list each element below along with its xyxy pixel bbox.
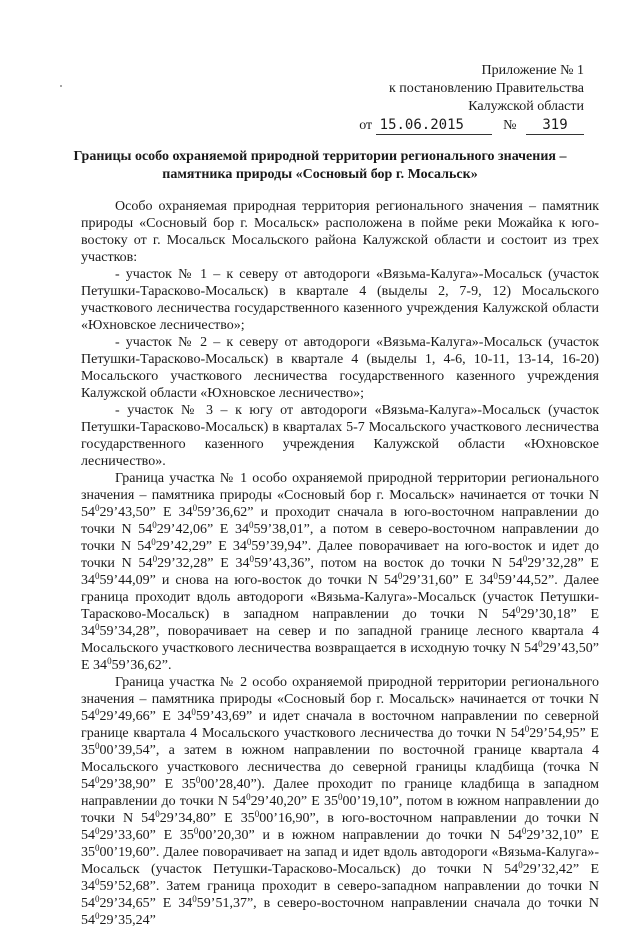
- degree-superscript: 0: [95, 911, 100, 921]
- degree-superscript: 0: [515, 605, 521, 615]
- body-paragraph: Граница участка № 2 особо охраняемой природной территории регионального значения – памятника природы «Сосновый бор г. Мосальск» начинается от точки N $54^029’49,66$” E $34^059’43,69$” и идет сначала в восточном направлении по северной границе квартала 4 Мосальского участкового лесничества до точки N $54^029’54,95$” E $35^000’39,54$”, а затем в южном направлении по восточной границе квартала 4 Мосальского участкового лесничества до северной границы кладбища (точка N $54^029’38,90$” E $35^000’28,40$”). Далее проходит по границе кладбища в западном направлении до точки N $54^029’40,20$” E $35^000’19,10$”, потом в южном направлении до точки N $54^029’34,80$” E $35^000’16,90$”, в юго-восточном направлении до точки N $54^029’33,60$” E $35^000’20,30$” и в южном направлении до точки N $54^029’32,10$” E $35^000’19,60$”. Далее поворачивает на запад и идет вдоль автодороги «Вязьма-Калуга»-Мосальск (участок Петушки-Тарасково-Мосальск) до точки N $54^029’32,42$” E $34^059’52,68$”. Затем граница проходит в северо-западном направлении до точки N $54^029’34,65$” E $34^059’51,37$”, в северо-восточном направлении сначала до точки N $54^029’35,24$”: [81, 675, 599, 928]
- degree-superscript: 0: [192, 503, 198, 513]
- title-line-2: памятника природы «Сосновый бор г. Мосальск»: [162, 167, 478, 182]
- degree-superscript: 0: [151, 537, 156, 547]
- degree-superscript: 0: [95, 877, 100, 887]
- degree-superscript: 0: [493, 571, 498, 581]
- degree-superscript: 0: [95, 707, 100, 717]
- appendix-header: [359, 62, 584, 135]
- degree-superscript: 0: [518, 860, 523, 870]
- title-line-1: Границы особо охраняемой природной территории регионального значения –: [73, 149, 567, 164]
- degree-superscript: 0: [191, 707, 196, 717]
- body-paragraph: Граница участка № 1 особо охраняемой природной территории регионального значения – памятника природы «Сосновый бор г. Мосальск» начинается от точки N $54^029’43,50$” E $34^059’36,62$” и проходит сначала в юго-восточном направлении до точки N $54^029’42,06$” E $34^059’38,01$”, а потом в северо-восточном направлении до точки N $54^029’42,29$” E $34^059’39,94$”. Далее поворачивает на юго-восток и идет до точки N $54^029’32,28$” E $34^059’43,36$”, потом на восток до точки N $54^029’32,28$” E $34^059’44,09$” и снова на юго-восток до точки N $54^029’31,60$” E $34^059’44,52$”. Далее граница проходит вдоль автодороги «Вязьма-Калуга»-Мосальск (участок Петушки-Тарасково-Мосальск) в западном направлении до точки N $54^029’30,18$” E $34^059’34,28$”, поворачивает на север и по западной границе лесного квартала 4 Мосальского участкового лесничества возвращается в исходную точку N $54^029’43,50$” E $34^059’36,62$”.: [81, 471, 600, 673]
- degree-superscript: 0: [397, 571, 403, 581]
- site-list-item: - участок № 1 – к северу от автодороги «Вязьма-Калуга»-Мосальск (участок Петушки-Тарасково-Мосальск) в квартале 4 (выделы 2, 7-9, 12) Мосальского участкового лесничества государственного казенного учреждения Калужской области «Юхновское лесничество»;: [81, 267, 599, 333]
- degree-superscript: 0: [95, 503, 100, 513]
- degree-superscript: 0: [152, 554, 158, 564]
- degree-superscript: 0: [192, 894, 197, 904]
- degree-superscript: 0: [95, 775, 100, 785]
- degree-superscript: 0: [248, 520, 254, 530]
- document-title: [60, 148, 580, 184]
- site-list-item: - участок № 3 – к югу от автодороги «Вязьма-Калуга»-Мосальск (участок Петушки-Тарасково-Мосальск) в кварталах 5-7 Мосальского участкового лесничества государственного казенного учреждения Калужской области «Юхновское лесничество».: [81, 403, 599, 469]
- appendix-region: Калужской области: [468, 99, 584, 114]
- degree-superscript: 0: [95, 622, 100, 632]
- degree-superscript: 0: [254, 809, 260, 819]
- degree-superscript: 0: [95, 843, 100, 853]
- degree-superscript: 0: [246, 792, 251, 802]
- scan-speck: [60, 85, 62, 87]
- document-body: [81, 198, 599, 929]
- body-paragraph: Особо охраняемая природная территория регионального значения – памятник природы «Сосновый бор г. Мосальск» расположена в пойме реки Можайка к юго-востоку от г. Мосальск Мосальского района Калужской области и состоит из трех участков:: [81, 199, 599, 265]
- resolution-number: 319: [526, 116, 584, 135]
- degree-superscript: 0: [95, 894, 100, 904]
- appendix-resolution-ref: к постановлению Правительства: [388, 81, 584, 96]
- degree-superscript: 0: [538, 639, 543, 649]
- from-label: от: [359, 118, 373, 133]
- degree-superscript: 0: [521, 826, 527, 836]
- degree-superscript: 0: [95, 826, 100, 836]
- degree-superscript: 0: [524, 724, 530, 734]
- resolution-date-number: [359, 116, 584, 135]
- degree-superscript: 0: [193, 826, 199, 836]
- degree-superscript: 0: [246, 537, 252, 547]
- number-label: №: [503, 118, 517, 133]
- appendix-number: Приложение № 1: [481, 63, 584, 78]
- degree-superscript: 0: [195, 775, 201, 785]
- resolution-date: 15.06.2015: [376, 116, 492, 135]
- site-list-item: - участок № 2 – к северу от автодороги «Вязьма-Калуга»-Мосальск (участок Петушки-Тарасково-Мосальск) в квартале 4 (выделы 1, 4-6, 10-11, 13-14, 16-20) Мосальского участкового лесничества государственного казенного учреждения Калужской области «Юхновское лесничество»;: [81, 335, 599, 401]
- degree-superscript: 0: [95, 571, 100, 581]
- degree-superscript: 0: [155, 809, 160, 819]
- degree-superscript: 0: [337, 792, 343, 802]
- degree-superscript: 0: [152, 520, 157, 530]
- degree-superscript: 0: [107, 656, 112, 666]
- degree-superscript: 0: [522, 554, 528, 564]
- degree-superscript: 0: [95, 741, 100, 751]
- degree-superscript: 0: [249, 554, 255, 564]
